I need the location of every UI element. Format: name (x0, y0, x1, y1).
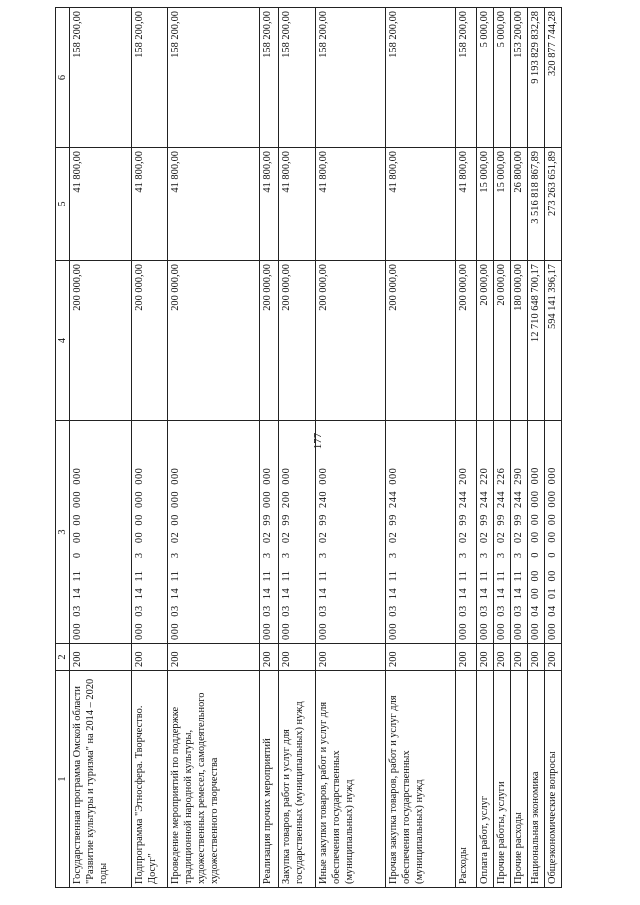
row-code-cell: 200 (528, 644, 545, 671)
row-name-cell: Подпрограмма "Этносфера. Творчество. Досуг" (132, 671, 168, 888)
row-amount-total-cell: 200 000,00 (260, 261, 279, 421)
row-amount-total-cell: 200 000,00 (132, 261, 168, 421)
page-number: 177 (312, 432, 324, 450)
row-amount-total-cell: 200 000,00 (70, 261, 132, 421)
table-row (279, 8, 316, 888)
row-amount-remaining-cell: 158 200,00 (386, 8, 456, 148)
row-name-cell: Прочие работы, услуги (494, 671, 511, 888)
row-name-cell: Закупка товаров, работ и услуг для государственных (муниципальных) нужд (279, 671, 316, 888)
row-amount-remaining-cell: 320 877 744,28 (545, 8, 562, 148)
row-amount-remaining-cell: 153 200,00 (511, 8, 528, 148)
row-amount-remaining-cell: 9 193 829 832,28 (528, 8, 545, 148)
row-amount-executed-cell: 41 800,00 (70, 148, 132, 261)
table-row (494, 8, 511, 888)
row-amount-executed-cell: 15 000,00 (494, 148, 511, 261)
row-amount-executed-cell: 26 800,00 (511, 148, 528, 261)
table-row (477, 8, 494, 888)
table-row (386, 8, 456, 888)
row-amount-executed-cell: 41 800,00 (316, 148, 386, 261)
table-row (545, 8, 562, 888)
row-code-cell: 200 (279, 644, 316, 671)
row-name-cell: Прочие расходы (511, 671, 528, 888)
row-code-cell: 200 (477, 644, 494, 671)
row-classification-cell: 000 03 14 11 3 02 99 244 220 (477, 421, 494, 644)
row-amount-total-cell: 200 000,00 (386, 261, 456, 421)
row-amount-remaining-cell: 158 200,00 (260, 8, 279, 148)
row-name-cell: Государственная программа Омской области "Развитие культуры и туризма" на 2014 – 2020 годы (70, 671, 132, 888)
row-classification-cell: 000 04 00 00 0 00 00 000 000 (528, 421, 545, 644)
row-amount-total-cell: 200 000,00 (316, 261, 386, 421)
table-row (168, 8, 260, 888)
row-amount-executed-cell: 41 800,00 (456, 148, 477, 261)
table-row (528, 8, 545, 888)
row-classification-cell: 000 04 01 00 0 00 00 000 000 (545, 421, 562, 644)
column-header-1: 1 (56, 671, 70, 888)
row-amount-remaining-cell: 158 200,00 (168, 8, 260, 148)
row-code-cell: 200 (494, 644, 511, 671)
row-classification-cell: 000 03 14 11 3 02 99 000 000 (260, 421, 279, 644)
row-amount-executed-cell: 3 516 818 867,89 (528, 148, 545, 261)
row-amount-total-cell: 200 000,00 (168, 261, 260, 421)
row-classification-cell: 000 03 14 11 3 02 99 200 000 (279, 421, 316, 644)
row-amount-total-cell: 200 000,00 (279, 261, 316, 421)
table-row (456, 8, 477, 888)
row-code-cell: 200 (260, 644, 279, 671)
row-amount-remaining-cell: 158 200,00 (279, 8, 316, 148)
row-amount-remaining-cell: 158 200,00 (456, 8, 477, 148)
row-amount-executed-cell: 41 800,00 (386, 148, 456, 261)
budget-table-container (55, 8, 577, 888)
row-amount-total-cell: 594 141 396,17 (545, 261, 562, 421)
row-amount-executed-cell: 41 800,00 (279, 148, 316, 261)
row-name-cell: Прочая закупка товаров, работ и услуг для обеспечения государственных (муниципальных) нужд (386, 671, 456, 888)
row-code-cell: 200 (132, 644, 168, 671)
row-amount-remaining-cell: 158 200,00 (316, 8, 386, 148)
column-header-6: 6 (56, 8, 70, 148)
row-classification-cell: 000 03 14 11 3 02 99 244 000 (386, 421, 456, 644)
row-amount-executed-cell: 273 263 651,89 (545, 148, 562, 261)
row-code-cell: 200 (456, 644, 477, 671)
table-row (511, 8, 528, 888)
row-code-cell: 200 (70, 644, 132, 671)
table-row (260, 8, 279, 888)
row-amount-total-cell: 20 000,00 (477, 261, 494, 421)
row-name-cell: Реализация прочих мероприятий (260, 671, 279, 888)
row-name-cell: Проведение мероприятий по поддержке традиционной народной культуры, художественных ремесел, самодеятельного художественного творчества (168, 671, 260, 888)
table-row (132, 8, 168, 888)
row-amount-total-cell: 200 000,00 (456, 261, 477, 421)
row-classification-cell: 000 03 14 11 3 02 99 244 226 (494, 421, 511, 644)
header-row (56, 8, 70, 888)
row-name-cell: Иные закупки товаров, работ и услуг для обеспечения государственных (муниципальных) нужд (316, 671, 386, 888)
row-code-cell: 200 (316, 644, 386, 671)
row-classification-cell: 000 03 14 11 0 00 00 000 000 (70, 421, 132, 644)
row-classification-cell: 000 03 14 11 3 02 99 240 000 (316, 421, 386, 644)
row-code-cell: 200 (511, 644, 528, 671)
row-classification-cell: 000 03 14 11 3 02 99 244 200 (456, 421, 477, 644)
row-name-cell: Общеэкономические вопросы (545, 671, 562, 888)
table-row (316, 8, 386, 888)
budget-table (55, 7, 562, 888)
row-amount-remaining-cell: 158 200,00 (70, 8, 132, 148)
row-amount-executed-cell: 41 800,00 (132, 148, 168, 261)
row-amount-executed-cell: 41 800,00 (260, 148, 279, 261)
row-name-cell: Национальная экономика (528, 671, 545, 888)
row-amount-remaining-cell: 158 200,00 (132, 8, 168, 148)
column-header-4: 4 (56, 261, 70, 421)
table-body (70, 8, 562, 888)
row-amount-executed-cell: 15 000,00 (477, 148, 494, 261)
row-classification-cell: 000 03 14 11 3 00 00 000 000 (132, 421, 168, 644)
row-name-cell: Оплата работ, услуг (477, 671, 494, 888)
row-code-cell: 200 (168, 644, 260, 671)
row-classification-cell: 000 03 14 11 3 02 99 244 290 (511, 421, 528, 644)
row-classification-cell: 000 03 14 11 3 02 00 000 000 (168, 421, 260, 644)
column-header-3: 3 (56, 421, 70, 644)
row-amount-total-cell: 12 710 648 700,17 (528, 261, 545, 421)
row-amount-total-cell: 20 000,00 (494, 261, 511, 421)
row-amount-total-cell: 180 000,00 (511, 261, 528, 421)
row-code-cell: 200 (545, 644, 562, 671)
row-amount-remaining-cell: 5 000,00 (477, 8, 494, 148)
column-header-5: 5 (56, 148, 70, 261)
table-row (70, 8, 132, 888)
row-amount-remaining-cell: 5 000,00 (494, 8, 511, 148)
row-code-cell: 200 (386, 644, 456, 671)
row-amount-executed-cell: 41 800,00 (168, 148, 260, 261)
column-header-2: 2 (56, 644, 70, 671)
row-name-cell: Расходы (456, 671, 477, 888)
